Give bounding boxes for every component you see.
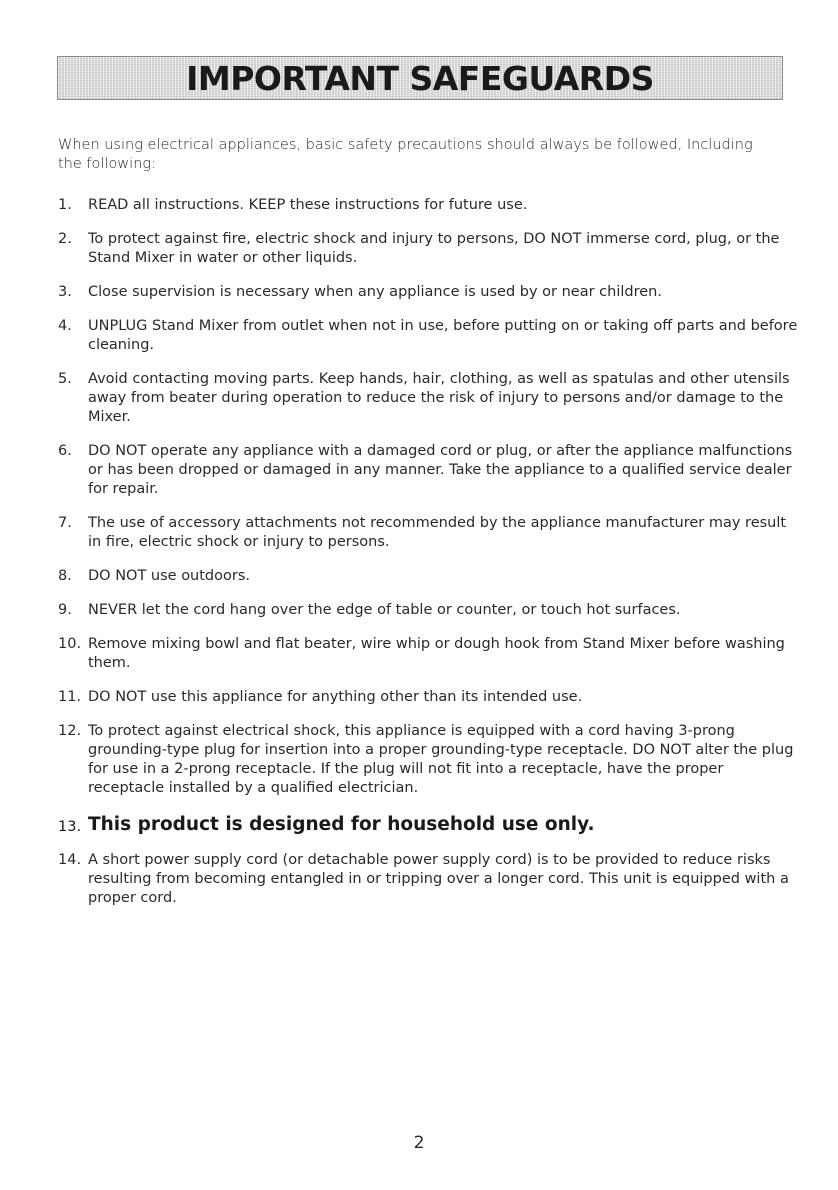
- list-item: [58, 196, 798, 215]
- list-item: [58, 601, 798, 620]
- list-item: [58, 317, 798, 355]
- item-text: DO NOT use this appliance for anything other than its intended use.: [88, 689, 583, 705]
- item-text: DO NOT use outdoors.: [88, 568, 251, 584]
- list-item: [58, 283, 798, 302]
- item-text: Remove mixing bowl and flat beater, wire whip or dough hook from Stand Mixer before washing them.: [88, 636, 785, 671]
- item-number: 8.: [58, 568, 72, 584]
- list-item: [58, 851, 798, 908]
- list-item: [58, 635, 798, 673]
- list-item: [58, 230, 798, 268]
- item-number: 5.: [58, 371, 72, 387]
- item-text: To protect against electrical shock, this appliance is equipped with a cord having 3-prong grounding-type plug for insertion into a proper grounding-type receptacle. DO NOT alter the plug for use in a 2-prong receptacle. If the plug will not fit into a receptacle, have the proper receptacle installed by a qualified electrician.: [88, 723, 794, 796]
- item-number: 4.: [58, 318, 72, 334]
- item-number: 7.: [58, 515, 72, 531]
- list-item: [58, 442, 798, 499]
- list-item: [58, 370, 798, 427]
- item-number: 10.: [58, 636, 82, 652]
- item-number: 1.: [58, 197, 72, 213]
- item-text: The use of accessory attachments not recommended by the appliance manufacturer may result in fire, electric shock or injury to persons.: [88, 515, 787, 550]
- item-text: This product is designed for household use only.: [88, 814, 595, 835]
- item-text: Close supervision is necessary when any appliance is used by or near children.: [88, 284, 662, 300]
- list-item: [58, 514, 798, 552]
- item-text: A short power supply cord (or detachable power supply cord) is to be provided to reduce risks resulting from becoming entangled in or tripping over a longer cord. This unit is equipped with a proper cord.: [88, 852, 789, 906]
- list-item-household-notice: [58, 813, 798, 837]
- item-number: 12.: [58, 723, 82, 739]
- item-text: NEVER let the cord hang over the edge of table or counter, or touch hot surfaces.: [88, 602, 681, 618]
- list-item: [58, 722, 798, 798]
- item-number: 6.: [58, 443, 72, 459]
- item-text: Avoid contacting moving parts. Keep hands, hair, clothing, as well as spatulas and other utensils away from beater during operation to reduce the risk of injury to persons and/or damage to the Mixer.: [88, 371, 790, 425]
- item-text: To protect against fire, electric shock and injury to persons, DO NOT immerse cord, plug, or the Stand Mixer in water or other liquids.: [88, 231, 780, 266]
- item-number: 14.: [58, 852, 82, 868]
- item-text: DO NOT operate any appliance with a damaged cord or plug, or after the appliance malfunctions or has been dropped or damaged in any manner. Take the appliance to a qualified service dealer for repair.: [88, 443, 793, 497]
- list-item: [58, 688, 798, 707]
- item-number: 9.: [58, 602, 72, 618]
- item-number: 11.: [58, 689, 82, 705]
- item-text: READ all instructions. KEEP these instructions for future use.: [88, 197, 528, 213]
- safeguards-list: [58, 196, 798, 923]
- page-title: IMPORTANT SAFEGUARDS: [186, 58, 654, 98]
- intro-paragraph: When using electrical appliances, basic safety precautions should always be followed, Including the following:: [58, 137, 753, 172]
- page-number: 2: [413, 1133, 425, 1153]
- item-number: 13.: [58, 819, 82, 835]
- item-number: 2.: [58, 231, 72, 247]
- item-number: 3.: [58, 284, 72, 300]
- item-text: UNPLUG Stand Mixer from outlet when not in use, before putting on or taking off parts and before cleaning.: [88, 318, 798, 353]
- title-banner: [57, 56, 783, 100]
- list-item: [58, 567, 798, 586]
